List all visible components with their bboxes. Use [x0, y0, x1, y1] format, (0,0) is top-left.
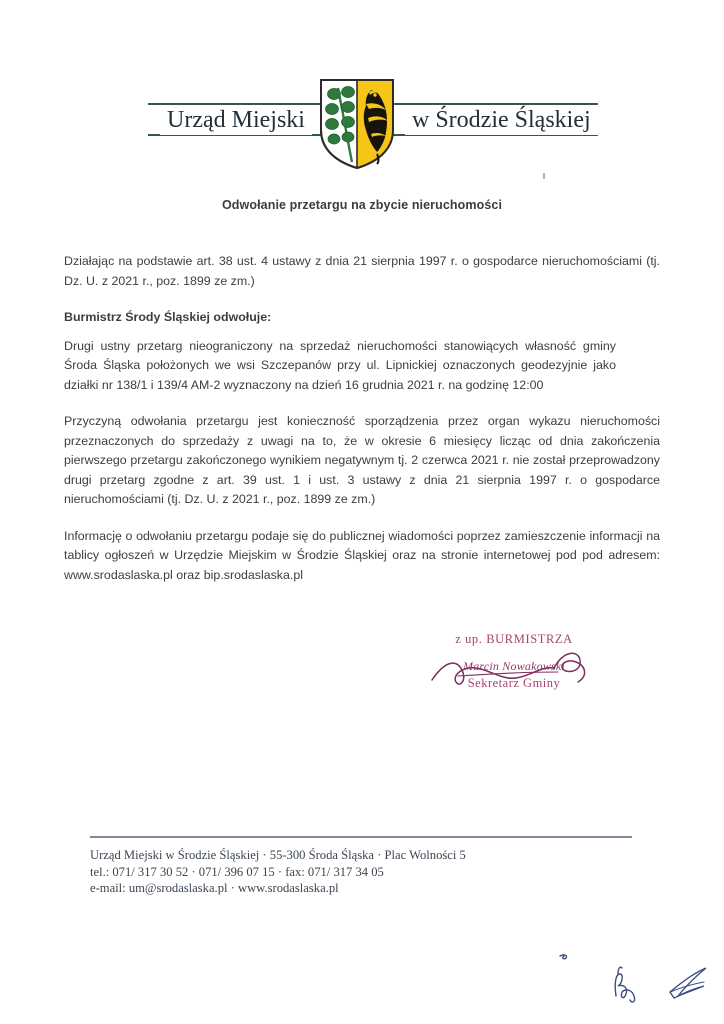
footer: [90, 836, 632, 897]
paragraph-reason: Przyczyną odwołania przetargu jest konieczność sporządzenia przez organ wykazu nieruchomości przeznaczonych do sprzedaży z uwagi na to, że w okresie 6 miesięcy licząc od dnia zakończenia pierwszego przetargu zakończonego wynikiem negatywnym tj. 2 czerwca 2021 r. nie został przeprowadzony drugi przetarg zgodne z art. 39 ust. 1 i ust. 3 ustawy z dnia 21 sierpnia 1997 r. o gospodarce nieruchomościami (tj. Dz. U. z 2021 r., poz. 1899 ze zm.): [64, 414, 660, 506]
signature-title: Sekretarz Gminy: [467, 676, 561, 690]
footer-address-line: Urząd Miejski w Środzie Śląskiej · 55-300 Środa Śląska · Plac Wolności 5: [90, 848, 466, 862]
signature-role: z up. BURMISTRZA: [455, 632, 573, 646]
paragraph-declaration: Burmistrz Środy Śląskiej odwołuje:: [64, 310, 272, 324]
paragraph-publication: Informację o odwołaniu przetargu podaje się do publicznej wiadomości poprzez zamieszczenie informacji na tablicy ogłoszeń w Urzędzie Miejskim w Środzie Śląskiej oraz na stronie internetowej pod pod adresem: www.srodaslaska.pl oraz bip.srodaslaska.pl: [64, 528, 660, 582]
scan-speck: [543, 173, 545, 179]
footer-email-line: e-mail: um@srodaslaska.pl · www.srodaslaska.pl: [90, 881, 339, 895]
signature-name: Marcin Nowakowski: [463, 659, 565, 673]
letterhead-office-name: Urząd Miejski: [160, 105, 312, 135]
footer-phone-line: tel.: 071/ 317 30 52 · 071/ 396 07 15 · fax: 071/ 317 34 05: [90, 864, 384, 879]
handwritten-initials-icon: [540, 930, 724, 1024]
signature-block: [424, 632, 604, 691]
document-body: [64, 252, 660, 602]
footer-rule: [90, 836, 632, 838]
paragraph-legal-basis: Działając na podstawie art. 38 ust. 4 ustawy z dnia 21 sierpnia 1997 r. o gospodarce nieruchomościami (tj. Dz. U. z 2021 r., poz. 1899 ze zm.): [64, 254, 660, 288]
coat-of-arms-icon: [319, 78, 395, 170]
paragraph-subject: Drugi ustny przetarg nieograniczony na sprzedaż nieruchomości stanowiących własność gminy Środa Śląska położonych we wsi Szczepanów przy ul. Lipnickiej oznaczonych geodezyjnie jako działki nr 138/1 i 139/4 AM-2 wyznaczony na dzień 16 grudnia 2021 r. na godzinę 12:00: [64, 338, 616, 392]
letterhead-city-name: w Środzie Śląskiej: [405, 105, 598, 135]
page-title: Odwołanie przetargu na zbycie nieruchomości: [221, 198, 503, 212]
letterhead: [0, 72, 724, 177]
